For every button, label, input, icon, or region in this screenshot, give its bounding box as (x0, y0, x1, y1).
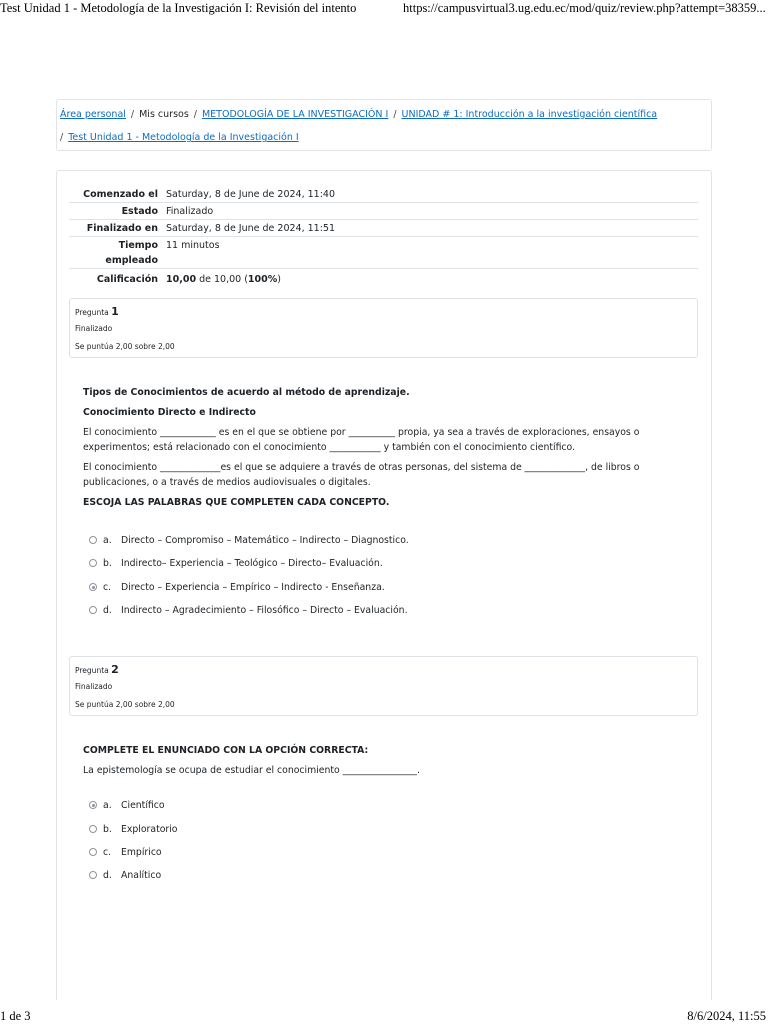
radio-button[interactable] (89, 825, 97, 833)
answer-option[interactable] (89, 603, 408, 617)
summary-label-line: Tiempo (118, 240, 158, 251)
pregunta-label: Pregunta (75, 666, 109, 675)
summary-value: Saturday, 8 de June de 2024, 11:51 (166, 223, 336, 234)
option-letter: a. (103, 799, 112, 811)
summary-row-grade (69, 269, 698, 291)
summary-row-time (69, 237, 698, 269)
summary-label-line: empleado (105, 255, 158, 266)
option-text: Indirecto – Agradecimiento – Filosófico – Directo – Evaluación. (121, 604, 408, 616)
question-heading: Tipos de Conocimientos de acuerdo al método de aprendizaje. (83, 387, 410, 398)
question-number-value: 1 (111, 305, 119, 318)
summary-row-state (69, 203, 698, 220)
option-letter: b. (103, 823, 112, 835)
answer-option-selected[interactable] (89, 798, 165, 812)
grade-total: de 10,00 ( (196, 274, 248, 285)
answer-option[interactable] (89, 556, 383, 570)
option-text: Empírico (121, 846, 162, 858)
grade-percent: 100% (247, 274, 278, 285)
question-number (75, 663, 119, 676)
breadcrumb-course-link[interactable]: METODOLOGÍA DE LA INVESTIGACIÓN I (201, 109, 389, 120)
breadcrumb (56, 99, 712, 151)
radio-button[interactable] (89, 606, 97, 614)
question-grade: Se puntúa 2,00 sobre 2,00 (75, 700, 175, 709)
question-subheading: Conocimiento Directo e Indirecto (83, 407, 256, 418)
print-datetime: 8/6/2024, 11:55 (687, 1009, 766, 1023)
option-text: Directo – Compromiso – Matemático – Indirecto – Diagnostico. (121, 534, 409, 546)
option-letter: c. (103, 581, 112, 593)
answer-option[interactable] (89, 868, 161, 882)
option-text: Analítico (121, 869, 162, 881)
summary-label (69, 238, 166, 268)
summary-row-finished (69, 220, 698, 237)
option-letter: d. (103, 869, 112, 881)
question-stem: La epistemología se ocupa de estudiar el conocimiento ________________. (83, 765, 420, 776)
breadcrumb-separator: / (193, 109, 197, 120)
question-state: Finalizado (75, 682, 113, 691)
breadcrumb-separator: / (130, 109, 135, 120)
summary-value (166, 272, 698, 291)
question-number (75, 305, 119, 318)
summary-value: Finalizado (166, 206, 214, 217)
question-text-1 (83, 385, 693, 510)
option-text: Indirecto– Experiencia – Teológico – Directo– Evaluación. (121, 557, 383, 569)
radio-button-checked[interactable] (89, 583, 97, 591)
option-text: Exploratorio (121, 823, 178, 835)
breadcrumb-mis-cursos: Mis cursos (139, 109, 189, 120)
option-letter: b. (103, 557, 112, 569)
answer-option[interactable] (89, 533, 409, 547)
radio-button[interactable] (89, 871, 97, 879)
radio-button[interactable] (89, 848, 97, 856)
breadcrumb-separator: / (60, 132, 64, 143)
option-letter: d. (103, 604, 112, 616)
question-instruction: COMPLETE EL ENUNCIADO CON LA OPCIÓN CORRECTA: (83, 745, 369, 756)
print-header-title: Test Unidad 1 - Metodología de la Investigación I: Revisión del intento (0, 1, 357, 15)
answer-option-selected[interactable] (89, 580, 385, 594)
breadcrumb-separator: / (393, 109, 397, 120)
summary-row-started (69, 186, 698, 203)
question-info-2 (69, 656, 698, 716)
summary-label: Calificación (96, 274, 158, 285)
question-text-2 (83, 743, 693, 778)
option-letter: c. (103, 846, 112, 858)
question-paragraph: El conocimiento ____________ es en el que se obtiene por __________ propia, ya sea a través de exploraciones, ensayos o experimentos; está relacionado con el conocimiento ___________ y también con el conocimiento científico. (83, 427, 640, 453)
summary-label: Finalizado en (86, 223, 158, 234)
question-number-value: 2 (111, 663, 119, 676)
question-state: Finalizado (75, 324, 113, 333)
summary-value: Saturday, 8 de June de 2024, 11:40 (166, 189, 336, 200)
question-paragraph: El conocimiento _____________es el que se adquiere a través de otras personas, del sistema de _____________, de libros o publicaciones, o a través de medios audiovisuales o digitales. (83, 462, 640, 488)
option-text: Científico (121, 799, 165, 811)
answer-option[interactable] (89, 845, 162, 859)
attempt-summary-table (69, 186, 698, 291)
radio-button-checked[interactable] (89, 801, 97, 809)
question-info-1 (69, 298, 698, 358)
print-footer (0, 1009, 768, 1029)
answer-option[interactable] (89, 822, 178, 836)
pregunta-label: Pregunta (75, 308, 109, 317)
grade-close: ) (277, 274, 281, 285)
breadcrumb-area-personal-link[interactable]: Área personal (60, 109, 126, 120)
option-text: Directo – Experiencia – Empírico – Indirecto - Enseñanza. (121, 581, 385, 593)
grade-score: 10,00 (166, 274, 197, 285)
print-header (0, 0, 768, 20)
option-letter: a. (103, 534, 112, 546)
print-header-url: https://campusvirtual3.ug.edu.ec/mod/quiz/review.php?attempt=38359... (403, 1, 766, 15)
breadcrumb-unit-link[interactable]: UNIDAD # 1: Introducción a la investigación científica (401, 109, 658, 120)
summary-label: Estado (121, 206, 158, 217)
breadcrumb-quiz-link[interactable]: Test Unidad 1 - Metodología de la Investigación I (68, 132, 299, 143)
question-instruction: ESCOJA LAS PALABRAS QUE COMPLETEN CADA CONCEPTO. (83, 497, 390, 508)
summary-label: Comenzado el (83, 189, 158, 200)
question-grade: Se puntúa 2,00 sobre 2,00 (75, 342, 175, 351)
radio-button[interactable] (89, 536, 97, 544)
print-page-number: 1 de 3 (0, 1009, 31, 1023)
radio-button[interactable] (89, 559, 97, 567)
summary-value: 11 minutos (166, 240, 220, 251)
